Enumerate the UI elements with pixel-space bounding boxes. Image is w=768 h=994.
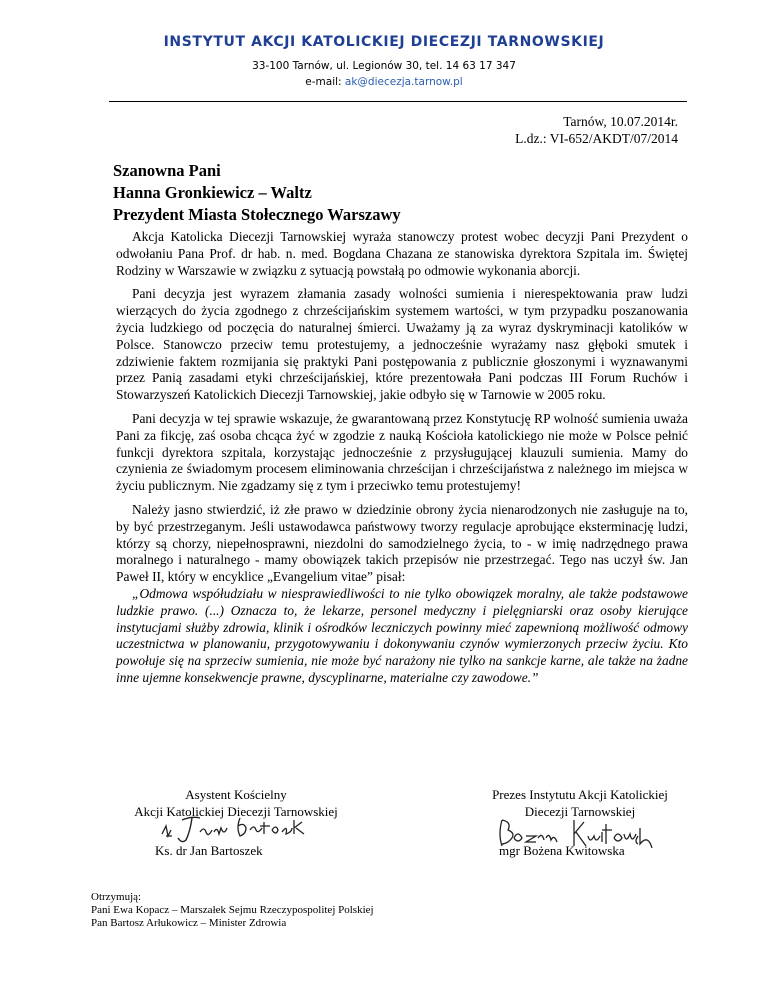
recipient-name: Hanna Gronkiewicz – Waltz (113, 183, 312, 202)
distribution-recipient: Pan Bartosz Arłukowicz – Minister Zdrowia (91, 917, 287, 929)
paragraph-3: Pani decyzja w tej sprawie wskazuje, że gwarantowaną przez Konstytucję RP wolność sumienia uważa Pani za fikcję, zaś osoba chcąca żyć w zgodzie z nauką Kościoła katolickiego nie może w Polsce pełnić funkcji dyrektora szpitala, korzystając jednocześnie z przysługującej klauzuli sumienia. Mamy do czynienia ze świadomym procesem eliminowania chrześcijan i chrześcijaństwa z należnego im miejsca w życiu publicznym. Nie zgadzamy się z tym i przeciwko temu protestujemy! (116, 410, 688, 494)
signatory-left-role: Asystent Kościelny (185, 787, 287, 802)
recipient-block (113, 160, 401, 226)
institute-address: 33-100 Tarnów, ul. Legionów 30, tel. 14 63 17 347 (252, 60, 516, 72)
paragraph-4: Należy jasno stwierdzić, iż złe prawo w dziedzinie obrony życia nienarodzonych nie zasługuje na to, by być przestrzeganym. Jeśli ustawodawca państwowy tworzy regulacje aprobujące eksterminację ludzi, którzy są chorzy, niepełnosprawni, niezdolni do samodzielnego życia, to - w imię nadrzędnego prawa moralnego i naturalnego - mamy obowiązek takich przepisów nie przestrzegać. Tego nas uczył św. Jan Paweł II, który w encyklice „Evangelium vitae” pisał: (116, 501, 688, 585)
reference-number: L.dz.: VI-652/AKDT/07/2014 (515, 131, 678, 146)
place-date: Tarnów, 10.07.2014r. (563, 114, 678, 129)
salutation: Szanowna Pani (113, 161, 221, 180)
signatory-right-role: Prezes Instytutu Akcji Katolickiej (492, 787, 668, 802)
distribution-recipient: Pani Ewa Kopacz – Marszałek Sejmu Rzeczypospolitej Polskiej (91, 904, 374, 916)
signatory-left-name: Ks. dr Jan Bartoszek (155, 843, 263, 858)
email-label: e-mail: (305, 76, 345, 88)
signatory-left-organization: Akcji Katolickiej Diecezji Tarnowskiej (134, 803, 338, 819)
encyclical-quote: „Odmowa współudziału w niesprawiedliwości to nie tylko obowiązek moralny, ale także podstawowe ludzkie prawo. (...) Oznacza to, że lekarze, personel medyczny i pielęgniarski oraz osoby kierujące instytucjami służby zdrowia, klinik i ośrodków leczniczych powinny mieć zapewnioną możliwość odmowy uczestnictwa w planowaniu, przygotowywaniu i dokonywaniu czynów wymierzonych przeciw życiu. Kto powołuje się na sprzeciw sumienia, nie może być narażony nie tylko na sankcje karne, ale także na żadne inne ujemne konsekwencje prawne, dyscyplinarne, materialne czy zawodowe.” (116, 585, 688, 685)
email-link[interactable]: ak@diecezja.tarnow.pl (344, 76, 463, 88)
institute-title: INSTYTUT AKCJI KATOLICKIEJ DIECEZJI TARNOWSKIEJ (163, 34, 605, 50)
paragraph-2: Pani decyzja jest wyrazem złamania zasady wolności sumienia i nierespektowania praw ludzi wierzących do życia zgodnego z chrześcijańskim systemem wartości, w tym przypadku poszanowania życia ludzkiego od poczęcia do naturalnej śmierci. Uważamy ją za wyraz dyskryminacji katolików w Polsce. Stanowczo przeciw temu protestujemy, a jednocześnie wyrażamy nasz głęboki smutek i zdziwienie faktem rozmijania się praktyki Pani postępowania z publicznie głoszonymi i wyznawanymi przez Panią zasadami etyki chrześcijańskiej, które prezentowała Pani podczas III Forum Ruchów i Stowarzyszeń Katolickich Diecezji Tarnowskiej, jakie odbyło się w Tarnowie w 2005 roku. (116, 286, 688, 403)
letter-body (116, 229, 688, 694)
paragraph-1: Akcja Katolicka Diecezji Tarnowskiej wyraża stanowczy protest wobec decyzji Pani Prezydent o odwołaniu Pana Prof. dr hab. n. med. Bogdana Chazana ze stanowiska dyrektora Szpitala im. Świętej Rodziny w Warszawie w związku z sytuacją powstałą po odmowie wykonania aborcji. (116, 229, 688, 278)
signatory-right-organization: Diecezji Tarnowskiej (524, 803, 636, 819)
recipient-title: Prezydent Miasta Stołecznego Warszawy (113, 205, 401, 224)
institute-email-line (0, 76, 768, 88)
signatory-right-name: mgr Bożena Kwitowska (499, 843, 625, 858)
header-divider (109, 101, 687, 102)
distribution-label: Otrzymują: (91, 891, 142, 903)
distribution-list (91, 891, 374, 930)
